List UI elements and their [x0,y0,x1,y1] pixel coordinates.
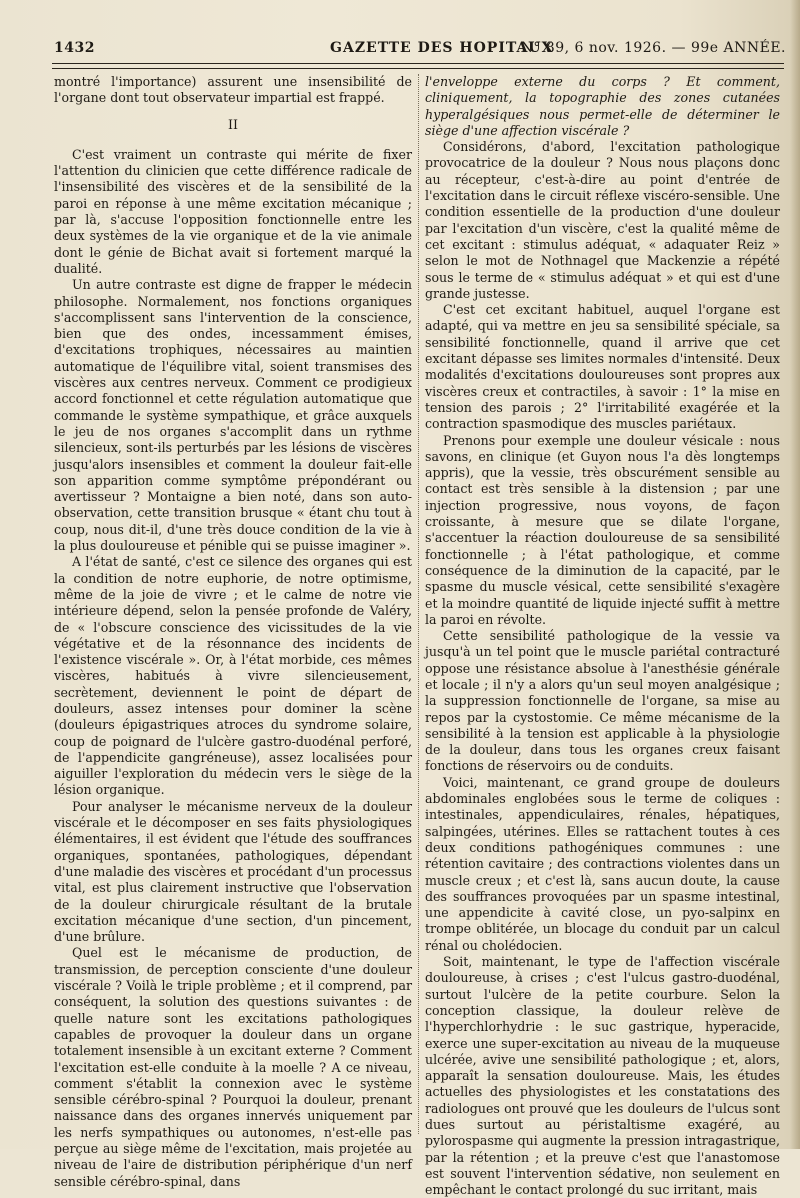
paragraph: Voici, maintenant, ce grand groupe de douleurs abdominales englobées sous le terme de coliques : intestinales, appendiculaires, rénales, hépatiques, salpingées, utérines. Elles se rattachent toutes à ces deux conditions pathogéniques communes : une rétention cavitaire ; des contractions violentes dans un muscle creux ; et c'est là, sans aucun doute, la cause des souffrances provoquées par un spasme intestinal, une appendicite à cavité close, un pyo-salpinx en trompe oblitérée, un blocage du conduit par un calcul rénal ou cholédocien. [425,774,780,953]
paragraph: C'est cet excitant habituel, auquel l'organe est adapté, qui va mettre en jeu sa sensibilité spéciale, sa sensibilité fonctionnelle, quand il arrive que cet excitant dépasse ses limites normales d'intensité. Deux modalités d'excitations douloureuses sont propres aux viscères creux et contractiles, à savoir : 1° la mise en tension des parois ; 2° l'irritabilité exagérée et la contraction spasmodique des muscles pariétaux. [425,302,780,432]
paragraph: Prenons pour exemple une douleur vésicale : nous savons, en clinique (et Guyon nous l'a dès longtemps appris), que la vessie, très obscurément sensible au contact est très sensible à la distension ; par une injection progressive, nous voyons, de façon croissante, à mesure que se dilate l'organe, s'accentuer la réaction douloureuse de sa sensibilité fonctionnelle ; à l'état pathologique, et comme conséquence de la diminution de la capacité, par le spasme du muscle vésical, cette sensibilité s'exagère et la moindre quantité de liquide injecté suffit à mettre la paroi en révolte. [425,432,780,627]
page-number: 1432 [54,40,95,56]
column-divider [418,74,419,1134]
right-column [425,74,780,1198]
paragraph: Soit, maintenant, le type de l'affection viscérale douloureuse, à crises ; c'est l'ulcus gastro-duodénal, surtout l'ulcère de la petite courbure. Selon la conception classique, la douleur relève de l'hyperchlorhydrie : le suc gastrique, hyperacide, exerce une super-excitation au niveau de la muqueuse ulcérée, avive une sensibilité pathologique ; et, alors, apparaît la sensation douloureuse. Mais, les études actuelles des physiologistes et les constatations des radiologues ont prouvé que les douleurs de l'ulcus sont dues surtout au péristaltisme exagéré, au pylorospasme qui augmente la pression intragastrique, par la rétention ; et la preuve c'est que l'anastomose est souvent l'intervention sédative, non seulement en empêchant le contact prolongé du suc irritant, mais [425,954,780,1198]
section-heading: II [228,116,238,132]
page-edge-shadow [790,0,800,1149]
left-column [54,74,412,1189]
paragraph: Quel est le mécanisme de production, de transmission, de perception consciente d'une douleur viscérale ? Voilà le triple problème ; et il comprend, par conséquent, la solution des questions suivantes : de quelle nature sont les excitations pathologiques capables de provoquer la douleur dans un organe totalement insensible à un excitant externe ? Comment l'excitation est-elle conduite à la moelle ? A ce niveau, comment s'établit la connexion avec le système sensible cérébro-spinal ? Pourquoi la douleur, prenant naissance dans des organes innervés uniquement par les nerfs sympathiques ou autonomes, n'est-elle pas perçue au siège même de l'excitation, mais projetée au niveau de l'aire de distribution périphérique d'un nerf sensible cérébro-spinal, dans [54,945,412,1189]
paragraph: A l'état de santé, c'est ce silence des organes qui est la condition de notre euphorie, de notre optimisme, même de la joie de vivre ; et le calme de notre vie intérieure dépend, selon la pensée profonde de Valéry, de « l'obscure conscience des vicissitudes de la vie végétative et de la résonnance des incidents de l'existence viscérale ». Or, à l'état morbide, ces mêmes viscères, habitués à vivre silencieusement, secrètement, deviennent le point de départ de douleurs, assez intenses pour dominer la scène (douleurs épigastriques atroces du syndrome solaire, coup de poignard de l'ulcère gastro-duodénal perforé, de l'appendicite gangréneuse), assez localisées pour aiguiller l'exploration du médecin vers le siège de la lésion organique. [54,554,412,798]
paragraph: Considérons, d'abord, l'excitation pathologique provocatrice de la douleur ? Nous nous plaçons donc au récepteur, c'est-à-dire au point d'entrée de l'excitation dans le circuit réflexe viscéro-sensible. Une condition essentielle de la production d'une douleur par l'excitation d'un viscère, c'est la qualité même de cet excitant : stimulus adéquat, « adaquater Reiz » selon le mot de Nothnagel que Mackenzie a répété sous le terme de « stimulus adéquat » et qui est d'une grande justesse. [425,139,780,301]
page-header [54,36,786,62]
issue-info: N° 89, 6 nov. 1926. — 99e ANNÉE. [520,40,786,56]
header-rule-top [52,63,784,64]
paragraph: Cette sensibilité pathologique de la vessie va jusqu'à un tel point que le muscle pariétal contracturé oppose une résistance absolue à l'anesthésie générale et locale ; il n'y a alors qu'un seul moyen analgésique ; la suppression fonctionnelle de l'organe, sa mise au repos par la cystostomie. Ce même mécanisme de la sensibilité à la tension est applicable à la physiologie de la douleur, dans tous les organes creux faisant fonctions de réservoirs ou de conduits. [425,628,780,774]
paragraph: montré l'importance) assurent une insensibilité de l'organe dont tout observateur impartial est frappé. [54,74,412,106]
paragraph: C'est vraiment un contraste qui mérite de fixer l'attention du clinicien que cette différence radicale de l'insensibilité des viscères et de la sensibilité de la paroi en réponse à une même excitation mécanique ; par là, s'accuse l'opposition fonctionnelle entre les deux systèmes de la vie organique et de la vie animale dont le génie de Bichat avait si fortement marqué la dualité. [54,146,412,276]
paragraph: Un autre contraste est digne de frapper le médecin philosophe. Normalement, nos fonctions organiques s'accomplissent sans l'intervention de la conscience, bien que des ondes, incessamment émises, d'excitations trophiques, nécessaires au maintien automatique de l'équilibre vital, soient transmises des viscères aux centres nerveux. Comment ce prodigieux accord fonctionnel et cette régulation automatique que commande le système sympathique, et grâce auxquels le jeu de nos organes s'accomplit dans un rythme silencieux, sont-ils perturbés par les lésions de viscères jusqu'alors insensibles et comment la douleur fait-elle son apparition comme symptôme prépondérant ou avertisseur ? Montaigne a bien noté, dans son auto-observation, cette transition brusque « étant chu tout à coup, nous dit-il, d'une très douce condition de la vie à la plus douloureuse et pénible qui se puisse imaginer ». [54,277,412,554]
paragraph: l'enveloppe externe du corps ? Et comment, cliniquement, la topographie des zones cutanées hyperalgésiques nous permet-elle de déterminer le siège d'une affection viscérale ? [425,74,780,138]
paragraph: Pour analyser le mécanisme nerveux de la douleur viscérale et le décomposer en ses faits physiologiques élémentaires, il est évident que l'étude des souffrances organiques, spontanées, pathologiques, dépendant d'une maladie des viscères et procédant d'un processus vital, est plus clairement instructive que l'observation de la douleur chirurgicale résultant de la brutale excitation mécanique d'une section, d'un pincement, d'une brûlure. [54,798,412,945]
journal-title: GAZETTE DES HOPITAUX [330,40,554,56]
header-rule-bottom [52,68,784,69]
